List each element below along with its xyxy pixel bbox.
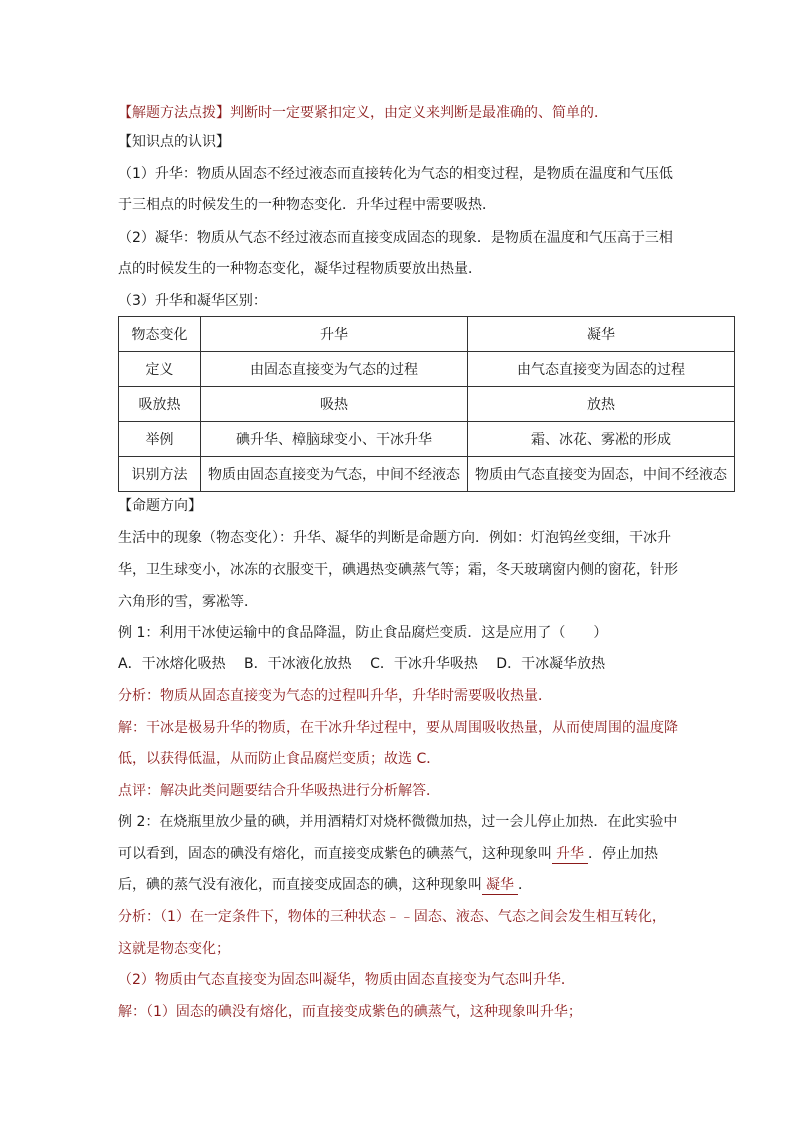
table-cell: 霜、冰花、雾凇的形成 <box>468 422 735 457</box>
example2-line3-pre: 后，碘的蒸气没有液化，而直接变成固态的碘，这种现象叫 <box>118 877 482 893</box>
example2-line1: 例 2：在烧瓶里放少量的碘，并用酒精灯对烧杯微微加热，过一会儿停止加热．在此实验中 <box>118 814 678 830</box>
table-header-row <box>119 317 735 352</box>
direction-line1: 生活中的现象（物态变化）：升华、凝华的判断是命题方向．例如：灯泡钨丝变细，干冰升 <box>118 530 671 546</box>
example2-analysis-line3: （2）物质由气态直接变为固态叫凝华，物质由固态直接变为气态叫升华． <box>118 972 575 988</box>
method-line <box>118 104 608 122</box>
example1-comment: 点评：解决此类问题要结合升华吸热进行分析解答． <box>118 783 440 799</box>
example2-line3 <box>118 876 532 895</box>
table-cell: 定义 <box>119 352 201 387</box>
example2-analysis-line2: 这就是物态变化； <box>118 941 230 957</box>
example2-line2-post: ．停止加热 <box>588 846 658 862</box>
table-cell: 放热 <box>468 387 735 422</box>
example1-solution-line2: 低，以获得低温，从而防止食品腐烂变质；故选 C． <box>118 751 441 767</box>
comparison-table <box>118 316 735 492</box>
example2-answer2: 凝华 <box>482 876 518 895</box>
example2-answer1: 升华 <box>552 845 588 864</box>
direction-line3: 六角形的雪，雾凇等． <box>118 594 258 610</box>
table-header-cell: 凝华 <box>468 317 735 352</box>
table-header-cell: 升华 <box>201 317 468 352</box>
table-cell: 吸热 <box>201 387 468 422</box>
example2-line2-pre: 可以看到，固态的碘没有熔化，而直接变成紫色的碘蒸气，这种现象叫 <box>118 846 552 862</box>
direction-heading: 【命题方向】 <box>118 498 202 514</box>
knowledge-heading: 【知识点的认识】 <box>118 134 230 150</box>
table-cell: 由气态直接变为固态的过程 <box>468 352 735 387</box>
table-row <box>119 422 735 457</box>
table-row <box>119 352 735 387</box>
table-row <box>119 387 735 422</box>
table-cell: 物质由气态直接变为固态，中间不经液态 <box>468 457 735 492</box>
deposition-def-line2: 点的时候发生的一种物态变化，凝华过程物质要放出热量． <box>118 261 482 277</box>
example2-analysis-line1: 分析：（1）在一定条件下，物体的三种状态﹣﹣固态、液态、气态之间会发生相互转化， <box>118 909 666 925</box>
table-cell: 吸放热 <box>119 387 201 422</box>
deposition-def-line1: （2）凝华：物质从气态不经过液态而直接变成固态的现象．是物质在温度和气压高于三相 <box>118 230 673 246</box>
example2-line2 <box>118 845 658 864</box>
sublimation-def-line2: 于三相点的时候发生的一种物态变化．升华过程中需要吸热． <box>118 197 496 213</box>
example1-solution-line1: 解：干冰是极易升华的物质，在干冰升华过程中，要从周围吸收热量，从而使周围的温度降 <box>118 720 678 736</box>
table-header-cell: 物态变化 <box>119 317 201 352</box>
example1-question: 例 1：利用干冰使运输中的食品降温，防止食品腐烂变质．这是应用了（ ） <box>118 625 608 641</box>
table-cell: 碘升华、樟脑球变小、干冰升华 <box>201 422 468 457</box>
method-tag: 【解题方法点拨】 <box>118 105 230 121</box>
example2-solution-line1: 解：（1）固态的碘没有熔化，而直接变成紫色的碘蒸气，这种现象叫升华； <box>118 1004 582 1020</box>
difference-heading: （3）升华和凝华区别： <box>118 293 267 309</box>
sublimation-def-line1: （1）升华：物质从固态不经过液态而直接转化为气态的相变过程，是物质在温度和气压低 <box>118 166 673 182</box>
table-row <box>119 457 735 492</box>
table-cell: 由固态直接变为气态的过程 <box>201 352 468 387</box>
method-text: 判断时一定要紧扣定义，由定义来判断是最准确的、简单的． <box>230 105 608 121</box>
example1-options: A．干冰熔化吸热 B．干冰液化放热 C．干冰升华吸热 D．干冰凝华放热 <box>118 656 606 672</box>
table-cell: 物质由固态直接变为气态，中间不经液态 <box>201 457 468 492</box>
example2-line3-post: ． <box>518 877 532 893</box>
direction-line2: 华，卫生球变小，冰冻的衣服变干，碘遇热变碘蒸气等；霜，冬天玻璃窗内侧的窗花，针形 <box>118 562 678 578</box>
example1-analysis: 分析：物质从固态直接变为气态的过程叫升华，升华时需要吸收热量． <box>118 688 552 704</box>
table-cell: 识别方法 <box>119 457 201 492</box>
table-cell: 举例 <box>119 422 201 457</box>
